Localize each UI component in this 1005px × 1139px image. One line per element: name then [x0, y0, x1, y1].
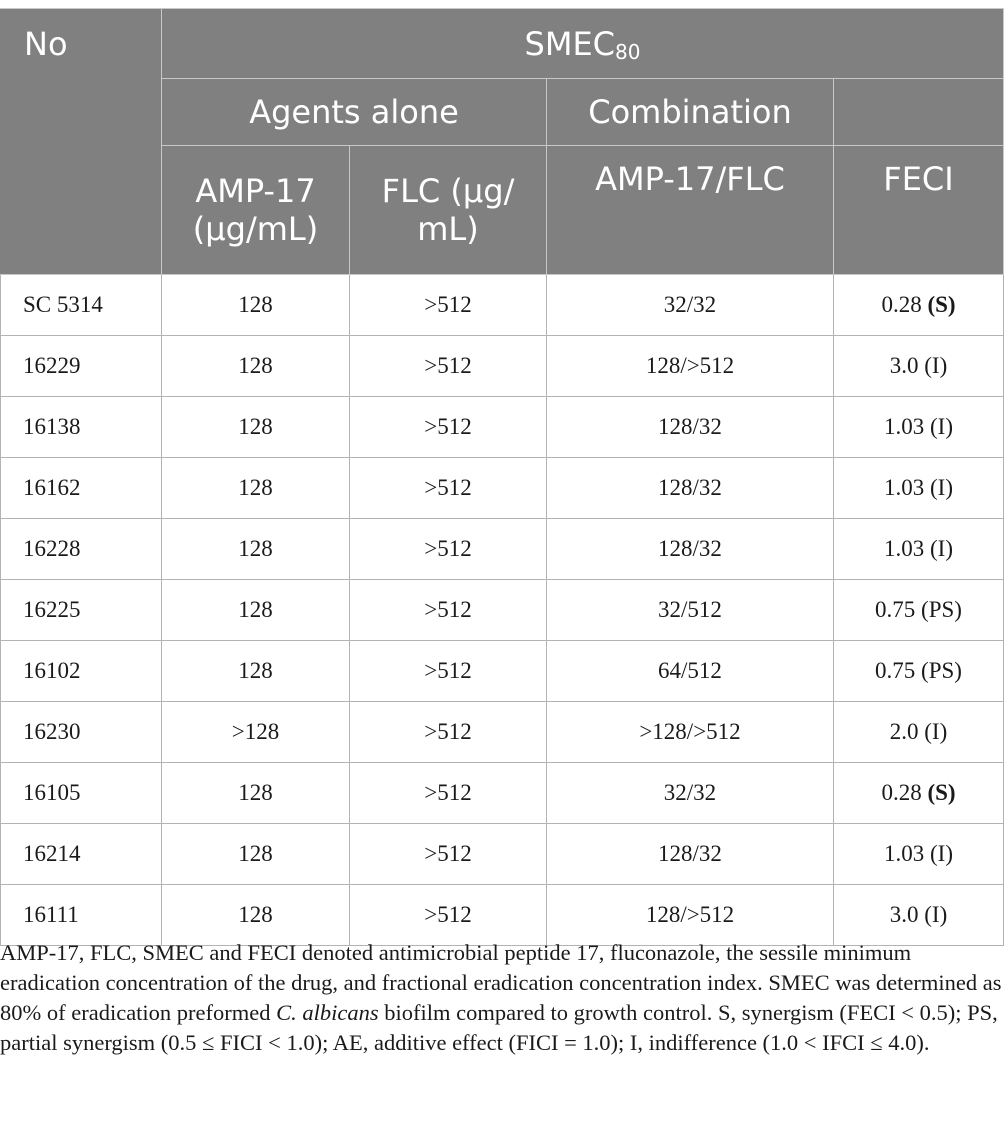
header-no: No [1, 9, 162, 275]
cell-amp17: 128 [162, 824, 350, 885]
table-row [1, 458, 1004, 519]
header-amp17-unit: (µg/mL) [192, 210, 319, 248]
cell-feci [834, 336, 1004, 397]
header-amp17-label: AMP-17 [195, 172, 316, 210]
cell-combination: 128/32 [547, 397, 834, 458]
header-feci: FECI [834, 146, 1004, 275]
cell-feci [834, 275, 1004, 336]
cell-combination: 128/32 [547, 824, 834, 885]
table-row [1, 275, 1004, 336]
header-amp17-flc: AMP-17/FLC [547, 146, 834, 275]
cell-feci [834, 824, 1004, 885]
cell-no: 16138 [1, 397, 162, 458]
feci-class: (I) [930, 536, 953, 561]
feci-class: (I) [924, 719, 948, 744]
footnote-part2: biofilm compared to growth control. S, synergism (FECI < 0.5); PS, partial synergism (0.5 ≤ FICI < 1.0); AE, additive effect (FICI = 1.0); I, indifference (1.0 < IFCI ≤ 4.0). [0, 1000, 998, 1055]
cell-combination: 128/>512 [547, 336, 834, 397]
feci-class: (I) [924, 902, 948, 927]
header-smec-subscript: 80 [615, 39, 641, 64]
feci-value: 0.75 [875, 658, 916, 683]
table-row [1, 824, 1004, 885]
cell-combination: 128/32 [547, 519, 834, 580]
cell-flc: >512 [350, 397, 547, 458]
feci-class: (I) [924, 353, 948, 378]
cell-no: 16105 [1, 763, 162, 824]
table-row [1, 336, 1004, 397]
table-row [1, 763, 1004, 824]
feci-class: (S) [927, 292, 956, 317]
cell-amp17: 128 [162, 336, 350, 397]
cell-combination: 32/32 [547, 763, 834, 824]
cell-feci [834, 702, 1004, 763]
cell-feci [834, 397, 1004, 458]
cell-amp17: 128 [162, 458, 350, 519]
cell-flc: >512 [350, 519, 547, 580]
footnote-text [0, 938, 1003, 1058]
cell-flc: >512 [350, 336, 547, 397]
feci-class: (S) [927, 780, 956, 805]
table-body [1, 275, 1004, 946]
cell-no: 16225 [1, 580, 162, 641]
cell-feci [834, 885, 1004, 946]
header-smec80 [162, 9, 1004, 79]
feci-value: 1.03 [884, 841, 925, 866]
cell-feci [834, 580, 1004, 641]
feci-value: 0.28 [881, 780, 922, 805]
cell-flc: >512 [350, 702, 547, 763]
cell-no: 16230 [1, 702, 162, 763]
cell-combination: >128/>512 [547, 702, 834, 763]
cell-no: 16228 [1, 519, 162, 580]
cell-amp17: 128 [162, 885, 350, 946]
cell-amp17: 128 [162, 763, 350, 824]
feci-value: 1.03 [884, 414, 925, 439]
footnote-species: C. albicans [276, 1000, 379, 1025]
cell-combination: 32/32 [547, 275, 834, 336]
feci-value: 1.03 [884, 536, 925, 561]
cell-no: 16214 [1, 824, 162, 885]
cell-no: 16111 [1, 885, 162, 946]
table-row [1, 885, 1004, 946]
cell-flc: >512 [350, 824, 547, 885]
feci-class: (PS) [921, 597, 962, 622]
cell-flc: >512 [350, 885, 547, 946]
table-row [1, 702, 1004, 763]
cell-flc: >512 [350, 275, 547, 336]
footnote-part1: AMP-17, FLC, SMEC and FECI denoted antimicrobial peptide 17, fluconazole, the sessile minimum eradication concentration of the drug, and fractional eradication concentration index. SMEC was determined as 80% of eradication preformed [0, 940, 1002, 1025]
feci-class: (PS) [921, 658, 962, 683]
header-smec-text: SMEC [524, 24, 616, 63]
header-blank-cell [834, 79, 1004, 146]
table-row [1, 641, 1004, 702]
feci-value: 3.0 [889, 353, 919, 378]
feci-class: (I) [930, 475, 953, 500]
table-row [1, 397, 1004, 458]
cell-flc: >512 [350, 580, 547, 641]
cell-no: SC 5314 [1, 275, 162, 336]
cell-no: 16102 [1, 641, 162, 702]
cell-combination: 32/512 [547, 580, 834, 641]
cell-feci [834, 458, 1004, 519]
cell-flc: >512 [350, 763, 547, 824]
cell-flc: >512 [350, 641, 547, 702]
cell-amp17: >128 [162, 702, 350, 763]
table-header [1, 9, 1004, 275]
cell-feci [834, 763, 1004, 824]
cell-feci [834, 519, 1004, 580]
cell-combination: 128/>512 [547, 885, 834, 946]
header-agents-alone: Agents alone [162, 79, 547, 146]
feci-value: 0.28 [881, 292, 922, 317]
feci-value: 0.75 [875, 597, 916, 622]
feci-class: (I) [930, 841, 953, 866]
table-footnote [0, 938, 1003, 1058]
header-flc-unit: mL) [417, 210, 479, 248]
cell-amp17: 128 [162, 641, 350, 702]
cell-combination: 64/512 [547, 641, 834, 702]
feci-class: (I) [930, 414, 953, 439]
cell-feci [834, 641, 1004, 702]
feci-value: 1.03 [884, 475, 925, 500]
cell-amp17: 128 [162, 397, 350, 458]
feci-value: 2.0 [889, 719, 919, 744]
cell-no: 16229 [1, 336, 162, 397]
header-combination: Combination [547, 79, 834, 146]
results-table [0, 8, 1004, 946]
table-row [1, 580, 1004, 641]
table-row [1, 519, 1004, 580]
header-flc-label: FLC (µg/ [381, 172, 515, 210]
cell-amp17: 128 [162, 519, 350, 580]
feci-value: 3.0 [889, 902, 919, 927]
header-flc [350, 146, 547, 275]
cell-flc: >512 [350, 458, 547, 519]
header-amp17 [162, 146, 350, 275]
cell-amp17: 128 [162, 275, 350, 336]
cell-amp17: 128 [162, 580, 350, 641]
cell-no: 16162 [1, 458, 162, 519]
cell-combination: 128/32 [547, 458, 834, 519]
